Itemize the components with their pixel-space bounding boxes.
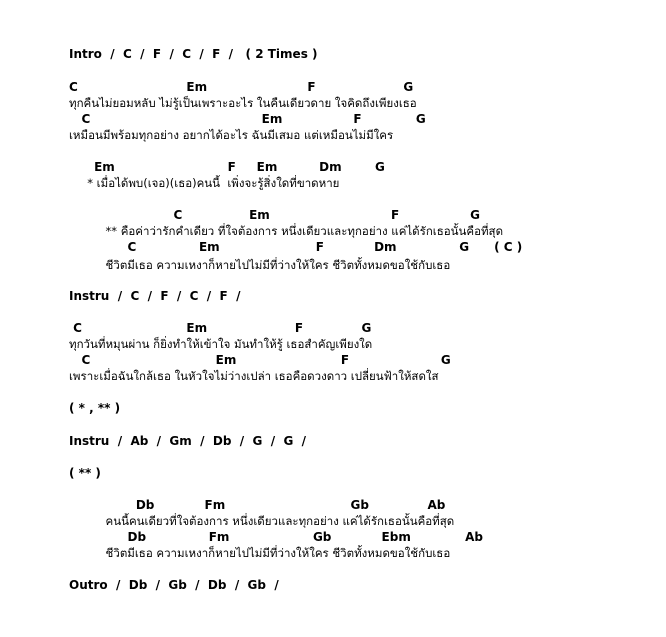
outro-line: Outro / Db / Gb / Db / Gb / (69, 578, 279, 592)
chord-line: C Em F G (69, 112, 426, 126)
chord-line: C Em F G (69, 208, 481, 222)
chord-line: Db Fm Gb Ebm Ab (69, 530, 484, 544)
chord-line: Em F Em Dm G (69, 160, 385, 174)
lyric-line: ชีวิตมีเธอ ความเหงาก็หายไปไม่มีที่ว่างให้ใคร ชีวิตทั้งหมดขอใช้กับเธอ (69, 546, 451, 560)
lyric-line: ** คือค่าว่ารักคำเดียว ที่ใจต้องการ หนึ่งเดียวและทุกอย่าง แค่ได้รักเธอนั้นคือที่สุด (69, 224, 504, 238)
lyric-line: เหมือนมีพร้อมทุกอย่าง อยากได้อะไร ฉันมีเสมอ แต่เหมือนไม่มีใคร (69, 128, 394, 142)
lyric-line: ทุกวันที่หมุนผ่าน ก็ยิ่งทำให้เข้าใจ มันทำให้รู้ เธอสำคัญเพียงใด (69, 337, 373, 351)
chord-line: C Em F G (69, 353, 451, 367)
repeat-marker: ( * , ** ) (69, 401, 121, 415)
instrumental-line: Instru / Ab / Gm / Db / G / G / (69, 434, 307, 448)
repeat-marker: ( ** ) (69, 466, 101, 480)
chord-line: C Em F G (69, 321, 372, 335)
instrumental-line: Instru / C / F / C / F / (69, 289, 241, 303)
lyric-line: * เมื่อได้พบ(เจอ)(เธอ)คนนี้ เพิ่งจะรู้สิ่งใดที่ขาดหาย (69, 176, 340, 190)
lyric-line: ชีวิตมีเธอ ความเหงาก็หายไปไม่มีที่ว่างให้ใคร ชีวิตทั้งหมดขอใช้กับเธอ (69, 258, 451, 272)
lyric-line: คนนี้คนเดียวที่ใจต้องการ หนึ่งเดียวและทุกอย่าง แค่ได้รักเธอนั้นคือที่สุด (69, 514, 455, 528)
chord-line: C Em F G (69, 80, 414, 94)
lyric-line: เพราะเมื่อฉันใกล้เธอ ในหัวใจไม่ว่างเปล่า เธอคือดวงดาว เปลี่ยนฟ้าให้สดใส (69, 369, 439, 383)
lyric-line: ทุกคืนไม่ยอมหลับ ไม่รู้เป็นเพราะอะไร ในคืนเดียวดาย ใจคิดถึงเพียงเธอ (69, 96, 417, 110)
intro-line: Intro / C / F / C / F / ( 2 Times ) (69, 47, 318, 61)
chord-line: Db Fm Gb Ab (69, 498, 446, 512)
chord-line: C Em F Dm G ( C ) (69, 240, 523, 254)
